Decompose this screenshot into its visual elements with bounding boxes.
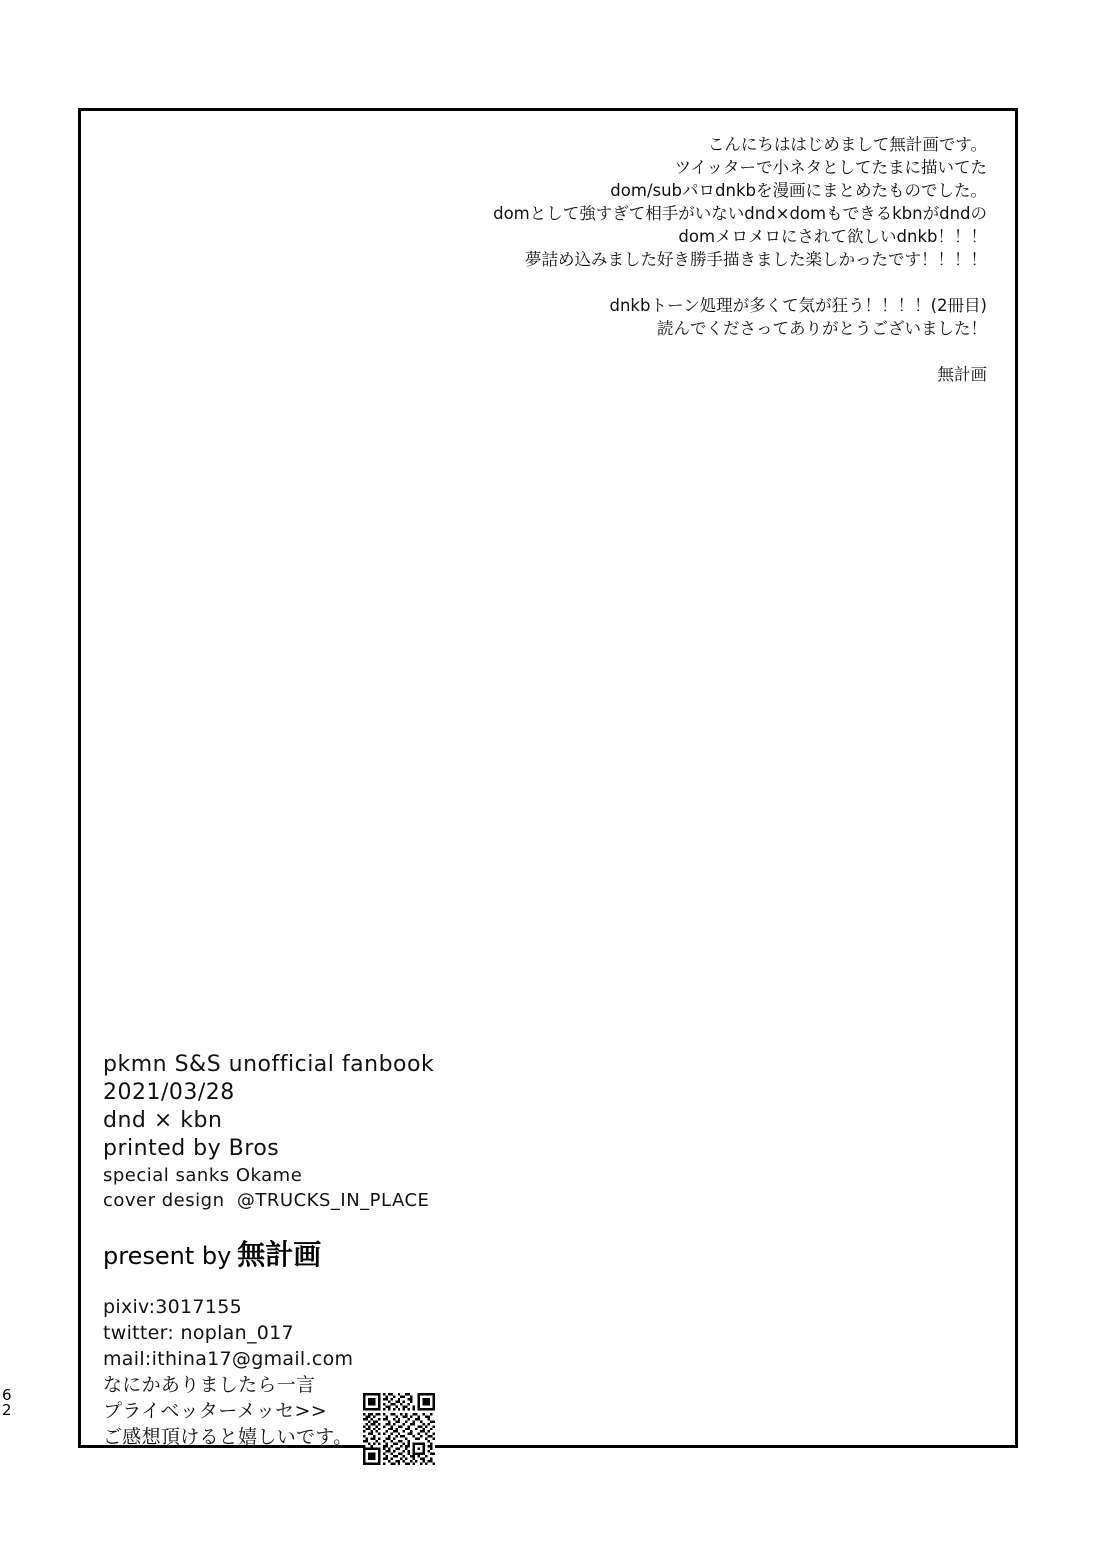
afterword-line: 夢詰め込みました好き勝手描きました楽しかったです！！！！ xyxy=(525,250,987,269)
present-by xyxy=(103,1239,863,1272)
contact-twitter[interactable]: twitter: noplan_017 xyxy=(103,1322,294,1344)
colophon xyxy=(103,1051,863,1450)
colophon-cover-design: cover design @TRUCKS_IN_PLACE xyxy=(103,1190,430,1211)
afterword-spacer xyxy=(307,271,987,294)
contact-note-3: ご感想頂けると嬉しいです。 xyxy=(103,1426,353,1448)
afterword-line: 読んでくださってありがとうございました！ xyxy=(657,319,987,338)
colophon-title: pkmn S&S unofficial fanbook xyxy=(103,1052,435,1077)
contact-mail[interactable]: mail:ithina17@gmail.com xyxy=(103,1348,354,1370)
page-frame xyxy=(78,108,1018,1448)
contact-block xyxy=(103,1294,863,1450)
colophon-pairing: dnd × kbn xyxy=(103,1108,223,1133)
colophon-date: 2021/03/28 xyxy=(103,1080,235,1105)
contact-note-2[interactable]: プライベッターメッセ>> xyxy=(103,1400,327,1422)
afterword-line: domメロメロにされて欲しいdnkb！！！ xyxy=(678,227,987,246)
afterword-line: こんにちははじめまして無計画です。 xyxy=(707,135,987,154)
page-number xyxy=(2,1388,12,1418)
contact-pixiv[interactable]: pixiv:3017155 xyxy=(103,1296,242,1318)
colophon-special-thanks: special sanks Okame xyxy=(103,1165,303,1186)
afterword-text xyxy=(307,133,987,386)
contact-note-1: なにかありましたら一言 xyxy=(103,1374,316,1396)
page-number-digit-1: 6 xyxy=(2,1386,12,1404)
page-number-digit-2: 2 xyxy=(2,1401,12,1419)
circle-name: 無計画 xyxy=(237,1238,322,1271)
afterword-signature: 無計画 xyxy=(937,365,987,384)
present-by-label: present by xyxy=(103,1242,232,1270)
afterword-line: domとして強すぎて相手がいないdnd×domもできるkbnがdndの xyxy=(493,204,987,223)
afterword-line: dnkbトーン処理が多くて気が狂う！！！！(2冊目) xyxy=(609,296,987,315)
colophon-printer: printed by Bros xyxy=(103,1136,280,1161)
afterword-line: ツイッターで小ネタとしてたまに描いてた xyxy=(674,158,987,177)
qr-code-icon[interactable] xyxy=(363,1393,435,1465)
afterword-line: dom/subパロdnkbを漫画にまとめたものでした。 xyxy=(610,181,987,200)
